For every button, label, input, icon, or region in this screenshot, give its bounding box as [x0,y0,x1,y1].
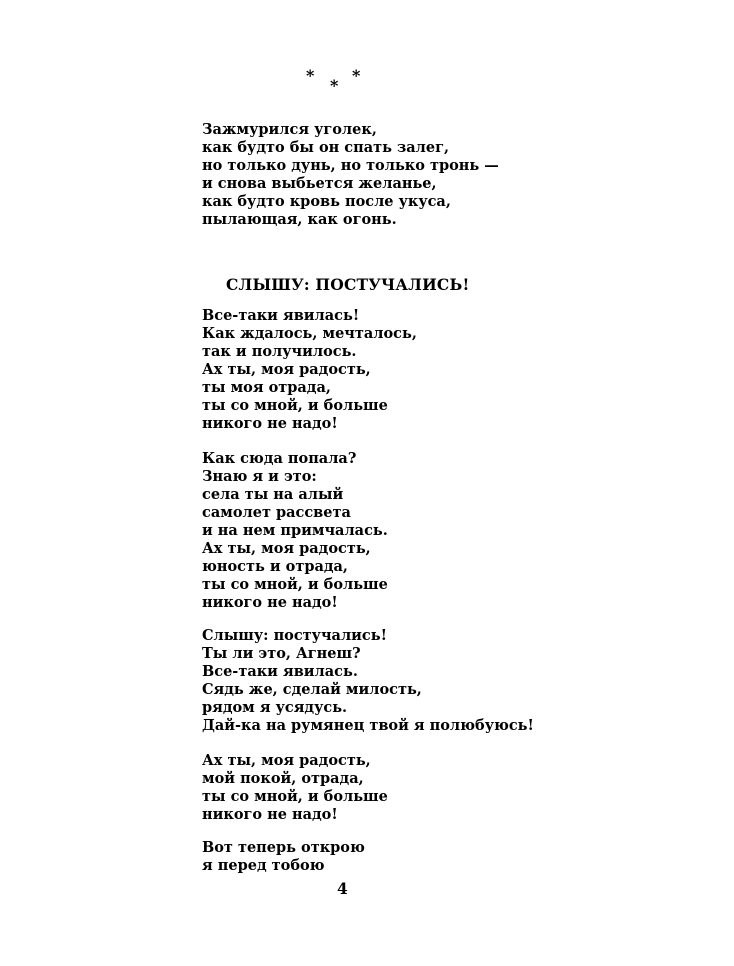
verse-line: так и получилось. [202,343,357,360]
page-number: 4 [337,879,348,898]
verse-line: Дай-ка на румянец твой я полюбуюсь! [202,717,534,734]
poem-2-stanza-1 [202,307,417,433]
asterisk: * [330,76,339,95]
poem-2-stanza-2 [202,450,388,612]
verse-line: я перед тобою [202,857,325,874]
verse-line: никого не надо! [202,806,338,823]
verse-line: и снова выбьется желанье, [202,175,437,192]
verse-line: Ах ты, моя радость, [202,752,371,769]
verse-line: Слышу: постучались! [202,627,387,644]
verse-line: и на нем примчалась. [202,522,388,539]
asterisk: * [306,66,315,85]
verse-line: Как сюда попала? [202,450,357,467]
verse-line: Ты ли это, Агнеш? [202,645,361,662]
ornament-asterisks [300,66,380,96]
verse-line: ты со мной, и больше [202,397,388,414]
poem-1-stanza [202,121,499,229]
verse-line: но только дунь, но только тронь — [202,157,499,174]
verse-line: Как ждалось, мечталось, [202,325,417,342]
poem-2-title: СЛЫШУ: ПОСТУЧАЛИСЬ! [226,275,470,294]
verse-line: как будто кровь после укуса, [202,193,451,210]
verse-line: Ах ты, моя радость, [202,540,371,557]
poem-2-stanza-3 [202,627,534,735]
verse-line: пылающая, как огонь. [202,211,397,228]
verse-line: мой покой, отрада, [202,770,364,787]
verse-line: Знаю я и это: [202,468,317,485]
asterisk: * [352,66,361,85]
poem-2-stanza-5 [202,839,365,875]
poem-2-stanza-4 [202,752,388,824]
verse-line: ты со мной, и больше [202,576,388,593]
verse-line: самолет рассвета [202,504,351,521]
verse-line: Все-таки явилась! [202,307,360,324]
verse-line: Ах ты, моя радость, [202,361,371,378]
verse-line: никого не надо! [202,415,338,432]
verse-line: как будто бы он спать залег, [202,139,450,156]
verse-line: Вот теперь открою [202,839,365,856]
verse-line: села ты на алый [202,486,344,503]
verse-line: никого не надо! [202,594,338,611]
verse-line: Сядь же, сделай милость, [202,681,422,698]
verse-line: Зажмурился уголек, [202,121,377,138]
verse-line: ты моя отрада, [202,379,331,396]
verse-line: Все-таки явилась. [202,663,358,680]
verse-line: рядом я усядусь. [202,699,348,716]
verse-line: ты со мной, и больше [202,788,388,805]
verse-line: юность и отрада, [202,558,348,575]
